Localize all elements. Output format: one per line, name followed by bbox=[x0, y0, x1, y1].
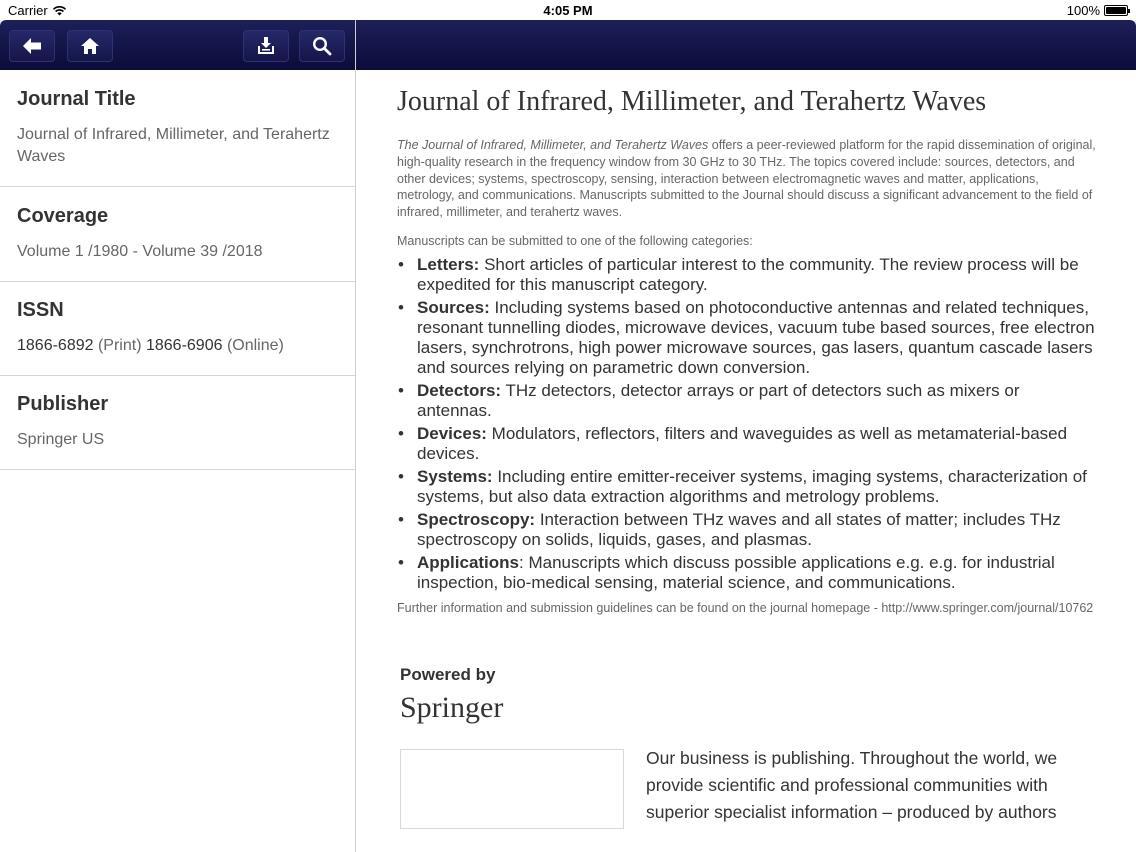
issn-print-number: 1866-6892 bbox=[17, 337, 94, 354]
publisher-heading: Publisher bbox=[17, 393, 109, 415]
battery-percent: 100% bbox=[1066, 3, 1100, 18]
category-name: Detectors: bbox=[417, 380, 502, 400]
issn-value bbox=[17, 335, 338, 357]
category-text: Including systems based on photoconductive antennas and related techniques, resonant tunnelling diodes, microwave devices, vacuum tube based sources, free electron lasers, synchrotrons, high power microwave sources, gas lasers, quantum cascade lasers and sources relying on parametric down conversion. bbox=[417, 297, 1095, 377]
journal-title-section bbox=[0, 70, 355, 187]
carrier-label: Carrier bbox=[8, 3, 48, 18]
back-button[interactable] bbox=[9, 30, 55, 62]
categories-intro: Manuscripts can be submitted to one of the following categories: bbox=[397, 233, 753, 248]
powered-by-label: Powered by bbox=[400, 664, 496, 684]
category-text: THz detectors, detector arrays or part of detectors such as mixers or antennas. bbox=[417, 380, 1020, 420]
back-arrow-icon bbox=[22, 37, 42, 55]
journal-description bbox=[397, 137, 1098, 221]
sidebar-toolbar bbox=[0, 20, 355, 70]
description-text: offers a peer-reviewed platform for the rapid dissemination of original, high-quality research in the frequency window from 30 GHz to 30 THz. The topics covered include: sources, detectors, and other devices; systems, spectroscopy, sensing, interaction between electromagnetic waves and matter, applications, metrology, and communications. Manuscripts submitted to the Journal should discuss a significant advancement to the field of infrared, millimeter, and terahertz waves. bbox=[397, 138, 1096, 220]
content-toolbar bbox=[356, 20, 1136, 70]
springer-name: Springer bbox=[400, 690, 504, 724]
coverage-value: Volume 1 /1980 - Volume 39 /2018 bbox=[17, 243, 263, 260]
list-item bbox=[397, 381, 1098, 421]
category-name: Systems: bbox=[417, 466, 493, 486]
category-name: Spectroscopy: bbox=[417, 509, 536, 529]
journal-description-panel[interactable] bbox=[356, 70, 1136, 852]
springer-logo-image bbox=[400, 749, 624, 829]
further-info-text: Further information and submission guidelines can be found on the journal homepage - http://www.springer.com/journal/10762 bbox=[397, 600, 1094, 615]
clock: 4:05 PM bbox=[543, 3, 593, 18]
issn-section bbox=[0, 282, 355, 376]
description-journal-name: The Journal of Infrared, Millimeter, and Terahertz Waves bbox=[397, 138, 709, 152]
battery-indicator bbox=[1067, 3, 1128, 18]
category-name: Applications bbox=[417, 552, 520, 572]
download-button[interactable] bbox=[243, 30, 289, 62]
publisher-section bbox=[0, 376, 355, 470]
category-text: Including entire emitter-receiver systems, imaging systems, characterization of systems, but also data extraction algorithms and metrology problems. bbox=[417, 466, 1087, 506]
springer-business-text: Our business is publishing. Throughout the world, we provide scientific and professional communities with superior specialist information – produced by authors bbox=[646, 747, 1058, 822]
list-item bbox=[397, 255, 1098, 295]
category-name: Devices: bbox=[417, 423, 487, 443]
page-title: Journal of Infrared, Millimeter, and Terahertz Waves bbox=[397, 86, 987, 117]
battery-icon bbox=[1104, 5, 1128, 16]
list-item bbox=[397, 553, 1098, 593]
list-item bbox=[397, 467, 1098, 507]
journal-title-value: Journal of Infrared, Millimeter, and Terahertz Waves bbox=[17, 126, 330, 165]
categories-list bbox=[397, 255, 1098, 593]
search-icon bbox=[312, 36, 332, 56]
list-item bbox=[397, 510, 1098, 550]
coverage-section bbox=[0, 187, 355, 282]
category-name: Letters: bbox=[417, 254, 480, 274]
journal-title-heading: Journal Title bbox=[17, 88, 136, 110]
download-icon bbox=[256, 36, 276, 56]
home-icon bbox=[80, 37, 100, 55]
category-text: Interaction between THz waves and all states of matter; includes THz spectroscopy on solids, liquids, gases, and plasmas. bbox=[417, 509, 1061, 549]
publisher-value: Springer US bbox=[17, 431, 105, 448]
category-text: Modulators, reflectors, filters and waveguides as well as metamaterial-based devices. bbox=[417, 423, 1068, 463]
category-text: Short articles of particular interest to the community. The review process will be expedited for this manuscript category. bbox=[417, 254, 1079, 294]
category-name: Sources: bbox=[417, 297, 490, 317]
issn-heading: ISSN bbox=[17, 299, 64, 321]
list-item bbox=[397, 424, 1098, 464]
home-button[interactable] bbox=[67, 30, 113, 62]
issn-online-number: 1866-6906 bbox=[145, 337, 223, 354]
issn-print-label: (Print) bbox=[97, 337, 142, 354]
category-text: : Manuscripts which discuss possible applications e.g. e.g. for industrial inspection, bio-medical sensing, material science, and communications. bbox=[417, 552, 1055, 592]
coverage-heading: Coverage bbox=[17, 205, 109, 227]
list-item bbox=[397, 298, 1098, 378]
search-button[interactable] bbox=[299, 30, 345, 62]
issn-online-label: (Online) bbox=[226, 337, 284, 354]
status-bar bbox=[0, 0, 1136, 20]
journal-info-sidebar bbox=[0, 70, 355, 852]
